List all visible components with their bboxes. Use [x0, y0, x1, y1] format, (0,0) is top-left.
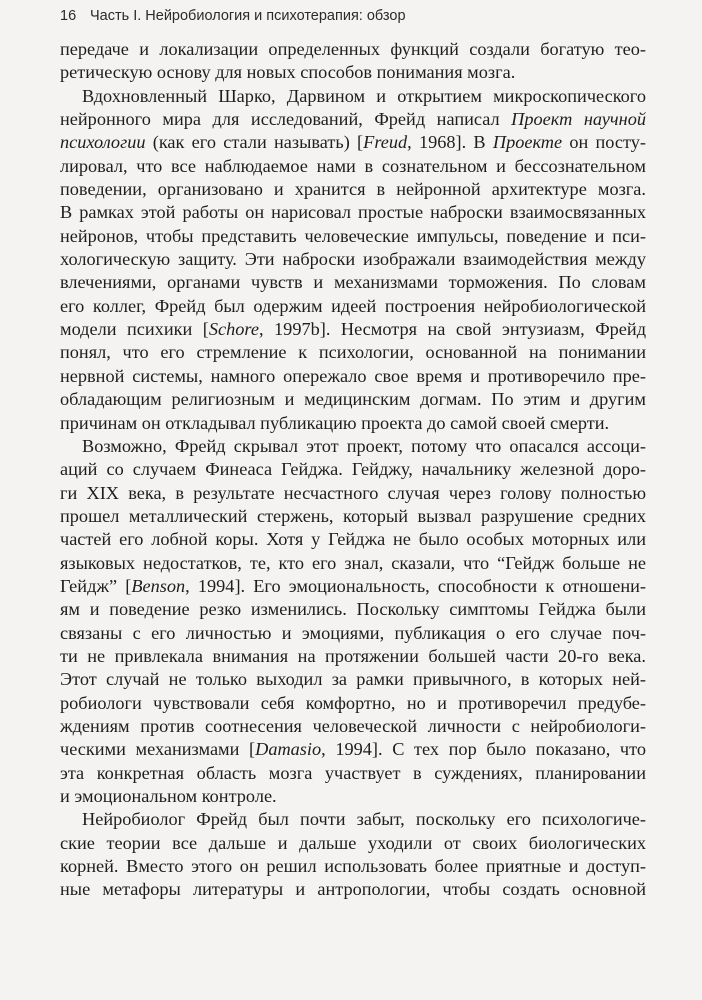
text-run: нейронного мира для исследований, Фрейд написал — [60, 109, 512, 130]
text-run: обладающим религиозным и медицинским догмам. По этим и другим — [60, 389, 646, 410]
text-line — [60, 201, 646, 224]
text-line — [60, 715, 646, 738]
text-line — [60, 878, 646, 901]
text-run: корней. Вместо этого он решил использовать более приятные и доступ- — [60, 856, 646, 877]
text-line — [60, 435, 646, 458]
text-line — [60, 785, 646, 808]
text-run: частей его лобной коры. Хотя у Гейджа не было особых моторных или — [60, 529, 646, 550]
text-line — [60, 692, 646, 715]
text-run: Этот случай не только выходил за рамки привычного, в которых ней- — [60, 669, 646, 690]
italic-run: Freud — [363, 132, 408, 153]
text-line — [60, 295, 646, 318]
text-run: нейронов, чтобы представить человеческие импульсы, поведение и пси- — [60, 225, 646, 246]
page-number: 16 — [60, 8, 77, 24]
text-run: и эмоциональном контроле. — [60, 786, 277, 806]
text-run: ские теории все дальше и дальше уходили от своих биологических — [60, 832, 646, 853]
text-run: поведении, организовано и хранится в нейронной архитектуре мозга. — [60, 179, 646, 200]
text-run: робиологи чувствовали себя комфортно, но и противоречил предубе- — [60, 692, 646, 713]
text-line — [60, 155, 646, 178]
text-line — [60, 738, 646, 761]
italic-run: Проект научной — [511, 109, 646, 130]
text-run: В рамках этой работы он нарисовал простые наброски взаимосвязанных — [60, 202, 646, 223]
text-line — [60, 482, 646, 505]
text-run: , 1994]. Его эмоциональность, способности к отношени- — [185, 575, 646, 596]
italic-run: психологии — [60, 132, 146, 153]
text-run: , 1968]. В — [407, 132, 493, 153]
text-line — [60, 318, 646, 341]
text-line — [60, 762, 646, 785]
text-line — [60, 855, 646, 878]
text-line — [60, 832, 646, 855]
text-line — [60, 131, 646, 154]
text-line — [60, 178, 646, 201]
page-body — [60, 38, 646, 902]
text-run: Нейробиолог Фрейд был почти забыт, поскольку его психологиче- — [82, 809, 646, 830]
text-run: понял, что его стремление к психологии, основанной на понимании — [60, 342, 646, 363]
text-line — [60, 365, 646, 388]
text-run: ретическую основу для новых способов понимания мозга. — [60, 62, 516, 83]
text-line — [60, 505, 646, 528]
text-line — [60, 575, 646, 598]
text-run: причинам он откладывал публикацию проекта до самой своей смерти. — [60, 412, 610, 433]
text-run: прошел металлический стержень, который вызвал разрушение средних — [60, 505, 646, 526]
italic-run: Проекте — [492, 132, 563, 153]
text-run: хологическую защиту. Эти наброски изображали взаимодействия между — [60, 249, 646, 270]
italic-run: Benson — [131, 575, 186, 596]
text-run: эта конкретная область мозга участвует в суждениях, планировании — [60, 762, 646, 783]
text-line — [60, 85, 646, 108]
text-line — [60, 225, 646, 248]
text-run: (как его стали называть) [ — [145, 132, 364, 153]
text-run: ждениям против соотнесения человеческой личности с нейробиологи- — [60, 715, 646, 736]
text-line — [60, 622, 646, 645]
text-run: ные метафоры литературы и антропологии, чтобы создать основной — [60, 879, 646, 900]
text-run: , 1997b]. Несмотря на свой энтузиазм, Фрейд — [258, 319, 646, 340]
running-title: Часть I. Нейробиология и психотерапия: обзор — [90, 8, 406, 24]
text-run: влечениями, органами чувств и механизмами торможения. По словам — [60, 272, 646, 293]
text-run: Возможно, Фрейд скрывал этот проект, потому что опасался ассоци- — [82, 435, 646, 456]
text-run: ти не привлекала внимания на протяжении большей части 20-го века. — [60, 645, 646, 666]
text-line — [60, 645, 646, 668]
text-line — [60, 412, 646, 435]
text-run: ческими механизмами [ — [60, 739, 256, 760]
text-line — [60, 271, 646, 294]
text-run: Вдохновленный Шарко, Дарвином и открытием микроскопического — [82, 85, 646, 106]
text-line — [60, 388, 646, 411]
italic-run: Schore — [208, 319, 259, 340]
text-run: он посту- — [562, 132, 646, 153]
text-line — [60, 61, 646, 84]
text-run: языковых недостатков, те, кто его знал, сказали, что “Гейдж больше не — [60, 552, 646, 573]
text-run: нервной системы, намного опережало свое время и противоречило пре- — [60, 365, 646, 386]
text-line — [60, 458, 646, 481]
italic-run: Damasio — [255, 739, 322, 760]
text-run: ям и поведение резко изменились. Поскольку симптомы Гейджа были — [60, 599, 646, 620]
text-run: ги XIX века, в результате несчастного случая через голову полностью — [60, 482, 646, 503]
text-line — [60, 528, 646, 551]
text-run: связаны с его личностью и эмоциями, публикация о его случае поч- — [60, 622, 646, 643]
text-line — [60, 598, 646, 621]
text-line — [60, 668, 646, 691]
text-run: аций со случаем Финеаса Гейджа. Гейджу, начальнику железной доро- — [60, 459, 646, 480]
text-line — [60, 808, 646, 831]
text-line — [60, 38, 646, 61]
running-header — [60, 8, 660, 30]
text-run: лировал, что все наблюдаемое нами в сознательном и бессознательном — [60, 155, 646, 176]
text-run: модели психики [ — [60, 319, 209, 340]
text-line — [60, 108, 646, 131]
text-run: его коллег, Фрейд был одержим идеей построения нейробиологической — [60, 295, 646, 316]
text-run: Гейдж” [ — [60, 575, 132, 596]
text-line — [60, 341, 646, 364]
text-line — [60, 552, 646, 575]
text-run: передаче и локализации определенных функций создали богатую тео- — [60, 39, 646, 59]
text-run: , 1994]. С тех пор было показано, что — [321, 739, 646, 760]
text-line — [60, 248, 646, 271]
